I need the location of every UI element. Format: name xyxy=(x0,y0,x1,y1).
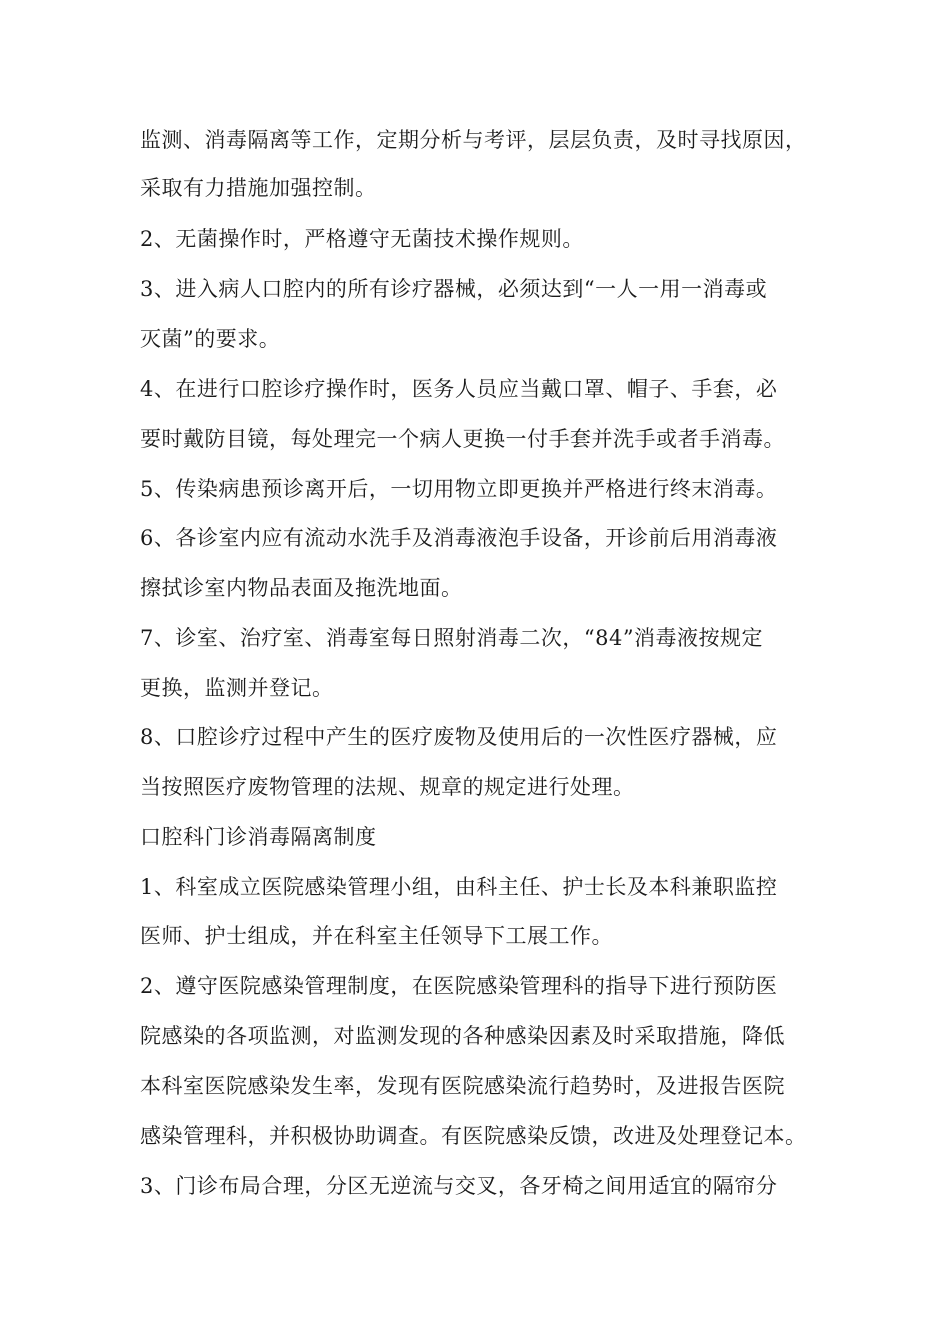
text-line: 采取有力措施加强控制。 xyxy=(140,176,377,200)
text-line: 5、传染病患预诊离开后，一切用物立即更换并严格进行终末消毒。 xyxy=(140,477,778,501)
text-line: 2、无菌操作时，严格遵守无菌技术操作规则。 xyxy=(140,227,584,251)
text-line: 要时戴防目镜，每处理完一个病人更换一付手套并洗手或者手消毒。 xyxy=(140,427,785,451)
text-line: 当按照医疗废物管理的法规、规章的规定进行处理。 xyxy=(140,775,635,799)
text-line: 6、各诊室内应有流动水洗手及消毒液泡手设备，开诊前后用消毒液 xyxy=(140,526,778,550)
text-line: 擦拭诊室内物品表面及拖洗地面。 xyxy=(140,576,463,600)
text-line: 3、进入病人口腔内的所有诊疗器械，必须达到“一人一用一消毒或 xyxy=(140,277,768,301)
text-line: 8、口腔诊疗过程中产生的医疗废物及使用后的一次性医疗器械，应 xyxy=(140,725,778,749)
text-line: 1、科室成立医院感染管理小组，由科主任、护士长及本科兼职监控 xyxy=(140,875,778,899)
text-line: 7、诊室、治疗室、消毒室每日照射消毒二次，“84”消毒液按规定 xyxy=(140,626,764,650)
section-heading: 口腔科门诊消毒隔离制度 xyxy=(140,825,377,849)
text-line: 2、遵守医院感染管理制度，在医院感染管理科的指导下进行预防医 xyxy=(140,974,778,998)
text-line: 本科室医院感染发生率，发现有医院感染流行趋势时，及进报告医院 xyxy=(140,1074,785,1098)
text-line: 灭菌”的要求。 xyxy=(140,327,281,351)
text-line: 4、在进行口腔诊疗操作时，医务人员应当戴口罩、帽子、手套，必 xyxy=(140,377,778,401)
text-line: 监测、消毒隔离等工作，定期分析与考评，层层负责，及时寻找原因， xyxy=(140,128,807,152)
text-line: 医师、护士组成，并在科室主任领导下工展工作。 xyxy=(140,924,613,948)
text-line: 更换，监测并登记。 xyxy=(140,676,334,700)
text-line: 感染管理科，并积极协助调查。有医院感染反馈，改进及处理登记本。 xyxy=(140,1124,807,1148)
text-line: 3、门诊布局合理，分区无逆流与交叉，各牙椅之间用适宜的隔帘分 xyxy=(140,1174,778,1198)
text-line: 院感染的各项监测，对监测发现的各种感染因素及时采取措施，降低 xyxy=(140,1024,785,1048)
